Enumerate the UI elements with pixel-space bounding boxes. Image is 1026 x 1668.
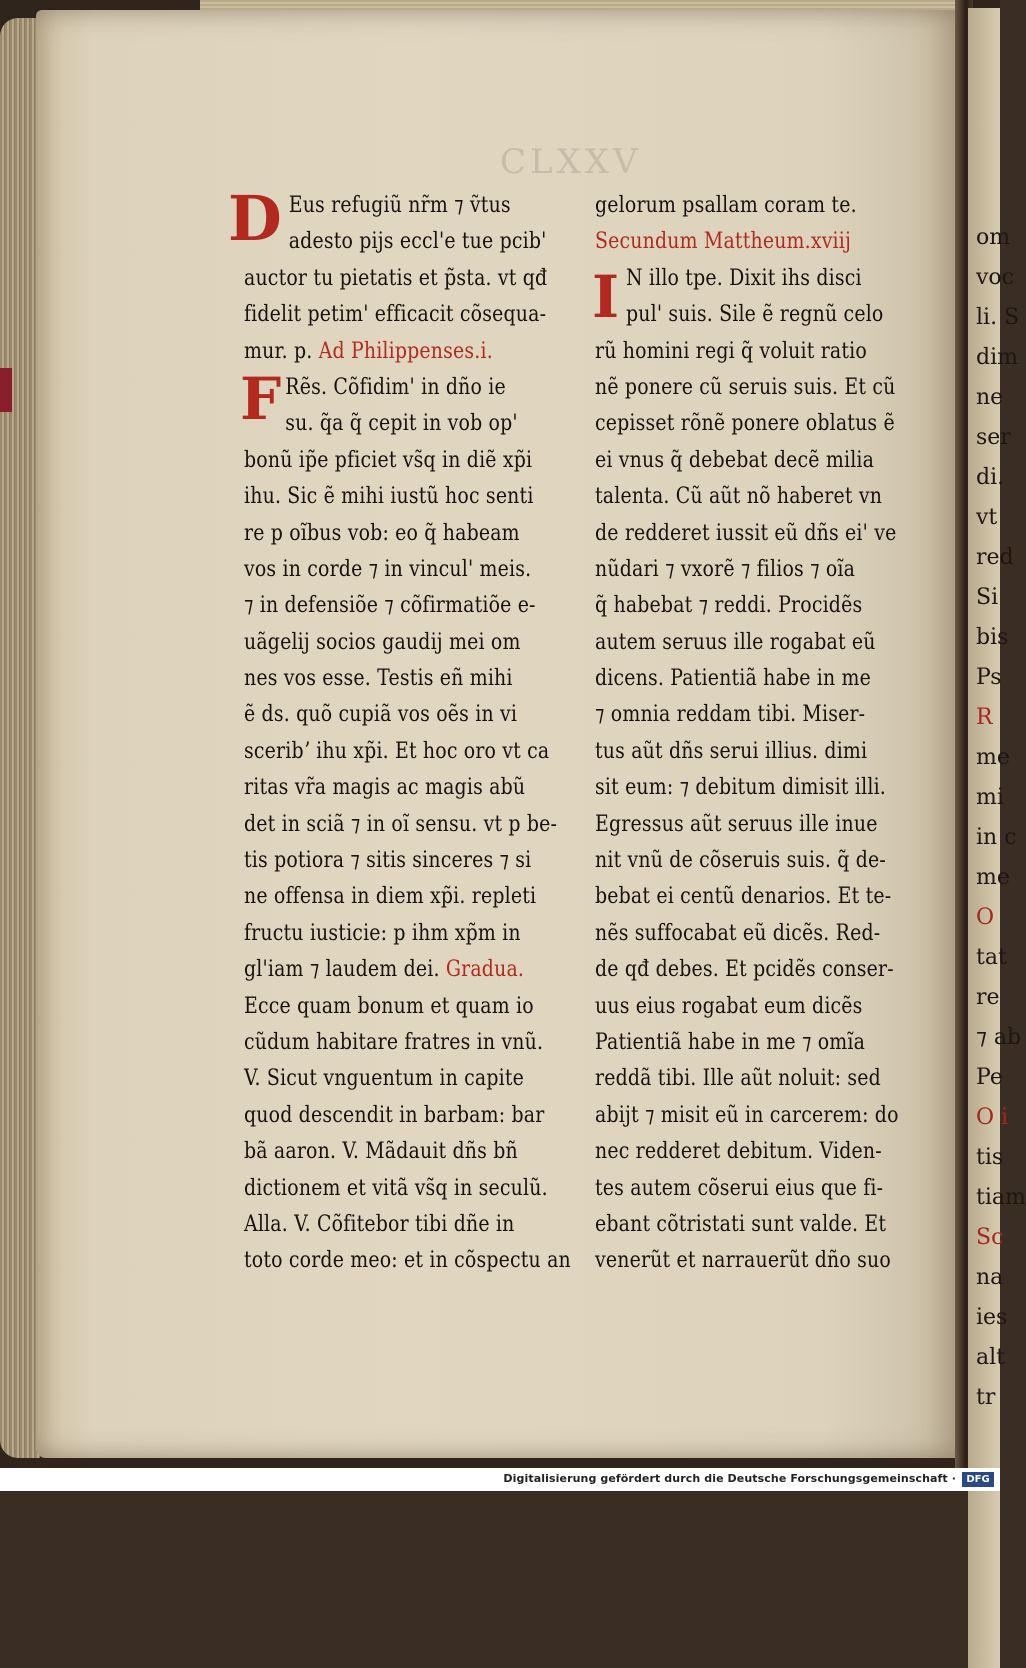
recto-page-fragment [968, 8, 1026, 1668]
recto-text-fragment: ser [976, 425, 1011, 450]
recto-text-fragment: Ps [976, 665, 1002, 690]
line-text: rũ homini regi q̃ voluit ratio [595, 338, 867, 364]
line-text: talenta. Cũ aũt nõ haberet vn [595, 484, 883, 510]
line-text: nẽ ponere cũ seruis suis. Et cũ [595, 374, 896, 400]
text-line [595, 1134, 882, 1170]
text-line [595, 734, 870, 770]
line-text: pul' suis. Sile ẽ regnũ celo [625, 302, 884, 328]
text-line [595, 952, 894, 988]
line-text: sceribʼ ihu xp̃i. Et hoc oro vt ca [244, 738, 550, 764]
line-text: N illo tpe. Dixit ihs disci [625, 265, 862, 291]
line-text: dicens. Patientiã habe in me [595, 666, 872, 692]
recto-text-fragment: dim [976, 345, 1018, 370]
line-text: de qđ debes. Et pcidẽs conser- [595, 957, 894, 983]
recto-text-fragment: in c [976, 825, 1017, 850]
recto-text-fragment: Sc [976, 1225, 1004, 1250]
text-line [244, 1207, 517, 1243]
line-text: nit vnũ de cõseruis suis. q̃ de- [595, 848, 886, 874]
left-text-column [244, 188, 571, 1280]
text-line [595, 661, 870, 697]
recto-text-fragment: alt [976, 1345, 1005, 1370]
line-text: toto corde meo: et in cõspectu an [244, 1248, 571, 1274]
line-text: bebat ei centũ denarios. Et te- [595, 884, 892, 910]
recto-text-fragment: tat [976, 945, 1007, 970]
text-line [595, 1061, 881, 1097]
line-text: quod descendit in barbam: bar [244, 1102, 545, 1128]
text-line [244, 479, 534, 515]
initial-i: I [592, 263, 620, 331]
line-text: det in sciã ⁊ in oĩ sensu. vt p be- [244, 811, 558, 837]
line-text: ritas vr̃a magis ac magis abũ [244, 775, 526, 801]
text-line [244, 1025, 544, 1061]
text-line [244, 843, 532, 879]
text-line [595, 479, 883, 515]
line-text: ẽ ds. quõ cupiã vos oẽs in vi [244, 702, 518, 728]
line-text: dictionem et vitã vs̃q in seculũ. [244, 1175, 548, 1201]
line-text: re p oĩbus vob: eo q̃ habeam [244, 520, 520, 546]
text-line [595, 843, 886, 879]
initial-d: D [228, 182, 282, 255]
line-text: ⁊ in defensiõe ⁊ cõfirmatiõe e- [244, 593, 536, 619]
recto-text-fragment: ne [976, 385, 1004, 410]
text-line [244, 588, 536, 624]
text-line [595, 1243, 891, 1279]
text-line [244, 224, 547, 260]
line-text: adesto pijs eccl'e tue pcib' [288, 229, 547, 255]
line-text: tes autem cõserui eius que fi- [595, 1175, 884, 1201]
line-text: gl'iam ⁊ laudem dei. [244, 957, 440, 983]
line-text: nec redderet debitum. Viden- [595, 1139, 882, 1165]
footer-bar [0, 1468, 1000, 1491]
recto-text-fragment: voc [976, 265, 1014, 290]
text-line [595, 552, 870, 588]
dfg-logo: DFG [962, 1472, 994, 1487]
recto-text-fragment: R [976, 705, 993, 730]
red-page-marker [0, 368, 12, 412]
text-line [244, 297, 547, 333]
text-line [244, 879, 537, 915]
text-line [244, 734, 550, 770]
recto-text-fragment: om [976, 225, 1011, 250]
text-line [595, 1207, 887, 1243]
text-line [595, 625, 876, 661]
initial-f: F [240, 365, 282, 433]
line-text: nes vos esse. Testis eñ mihi [244, 666, 513, 692]
text-line [244, 1098, 545, 1134]
text-line [595, 370, 896, 406]
recto-text-fragment: mi [976, 785, 1004, 810]
text-line [595, 879, 892, 915]
text-line [244, 443, 533, 479]
line-text: cepisset rõnẽ ponere oblatus ẽ [595, 411, 895, 437]
recto-text-fragment: re [976, 985, 1000, 1010]
text-line [595, 1098, 899, 1134]
line-text: cũdum habitare fratres in vnũ. [244, 1029, 544, 1055]
recto-text-fragment: li. S [976, 305, 1020, 330]
recto-text-fragment: me [976, 745, 1010, 770]
recto-text-fragment: red [976, 545, 1014, 570]
text-line [244, 1243, 571, 1279]
text-line [244, 989, 534, 1025]
text-line [244, 406, 517, 442]
text-line [244, 625, 521, 661]
recto-text-fragment: tis [976, 1145, 1004, 1170]
text-line [595, 697, 870, 733]
text-line [244, 661, 517, 697]
line-text: sit eum: ⁊ debitum dimisit illi. [595, 775, 886, 801]
text-line [244, 188, 517, 224]
text-line [595, 1171, 884, 1207]
text-line [244, 770, 526, 806]
text-line [595, 188, 870, 224]
line-text: nẽs suffocabat eũ dicẽs. Red- [595, 920, 881, 946]
text-line [244, 807, 558, 843]
line-text: su. q̃a q̃ cepit in vob op' [285, 411, 518, 437]
text-line [244, 1171, 548, 1207]
line-text: venerũt et narrauerũt dño suo [595, 1248, 891, 1274]
text-line [595, 770, 886, 806]
funding-credit: Digitalisierung gefördert durch die Deutsche Forschungsgemeinschaft · [503, 1472, 956, 1485]
line-text: Secundum Mattheum.xviij [595, 229, 852, 255]
recto-text-fragment: tiam [976, 1185, 1026, 1210]
line-text: fidelit petim' efficacit cõsequa- [244, 302, 547, 328]
rubric-heading: Gradua. [439, 957, 525, 983]
page-stack-edge [0, 18, 40, 1458]
line-text: fructu iusticie: p ihm xp̃m in [244, 920, 521, 946]
text-line [595, 807, 878, 843]
text-line [595, 989, 870, 1025]
line-text: Patientiã habe in me ⁊ omĩa [595, 1029, 866, 1055]
text-line [244, 552, 532, 588]
line-text: nũdari ⁊ vxorẽ ⁊ filios ⁊ oĩa [595, 556, 856, 582]
text-line [595, 443, 875, 479]
line-text: ⁊ omnia reddam tibi. Miser- [595, 702, 866, 728]
recto-text-fragment: Pe [976, 1065, 1003, 1090]
line-text: autem seruus ille rogabat eũ [595, 629, 876, 655]
line-text: auctor tu pietatis et p̃sta. vt qđ [244, 265, 548, 291]
line-text: bã aaron. V. Mãdauit dñs bñ [244, 1139, 518, 1165]
recto-text-fragment: vt [976, 505, 998, 530]
line-text: vos in corde ⁊ in vincul' meis. [244, 556, 532, 582]
recto-text-fragment: ⁊ ab [976, 1025, 1022, 1050]
line-text: Rẽs. Cõfidim' in dño ie [285, 374, 506, 400]
line-text: ihu. Sic ẽ mihi iustũ hoc senti [244, 484, 534, 510]
text-line [595, 297, 884, 333]
line-text: tis potiora ⁊ sitis sinceres ⁊ si [244, 848, 532, 874]
line-text: Alla. V. Cõfitebor tibi dñe in [244, 1211, 515, 1237]
text-line [244, 516, 520, 552]
line-text: mur. p. [244, 338, 313, 364]
text-line [244, 1061, 524, 1097]
recto-text-fragment: na [976, 1265, 1004, 1290]
text-line [595, 261, 870, 297]
text-line [244, 697, 517, 733]
recto-text-fragment: O [976, 905, 995, 930]
text-line [595, 516, 897, 552]
text-line [595, 916, 881, 952]
rubric-heading: Ad Philippenses.i. [312, 338, 493, 364]
line-text: bonũ ip̃e pficiet vs̃q in diẽ xp̃i [244, 447, 533, 473]
recto-text-fragment: bis [976, 625, 1009, 650]
recto-text-fragment: tr [976, 1385, 996, 1410]
text-line [244, 1134, 517, 1170]
recto-text-fragment: Si [976, 585, 999, 610]
text-line [595, 334, 870, 370]
recto-text-fragment: O i [976, 1105, 1009, 1130]
line-text: abijt ⁊ misit eũ in carcerem: do [595, 1102, 899, 1128]
line-text: q̃ habebat ⁊ reddi. Procidẽs [595, 593, 863, 619]
line-text: ne offensa in diem xp̃i. repleti [244, 884, 537, 910]
line-text: de redderet iussit eũ dñs ei' ve [595, 520, 897, 546]
line-text: tus aũt dñs serui illius. dimi [595, 738, 868, 764]
line-text: reddã tibi. Ille aũt noluit: sed [595, 1066, 881, 1092]
line-text: V. Sicut vnguentum in capite [244, 1066, 524, 1092]
text-line [244, 916, 521, 952]
line-text: ei vnus q̃ debebat decẽ milia [595, 447, 875, 473]
line-text: Ecce quam bonum et quam io [244, 993, 534, 1019]
line-text: Egressus aũt seruus ille inue [595, 811, 878, 837]
line-text: ebant cõtristati sunt valde. Et [595, 1211, 887, 1237]
text-line [595, 1025, 870, 1061]
text-line [244, 261, 548, 297]
line-text: uãgelij socios gaudij mei om [244, 629, 521, 655]
text-line [244, 952, 525, 988]
text-line [595, 406, 895, 442]
text-line [244, 370, 517, 406]
line-text: Eus refugiũ nr̃m ⁊ ṽtus [288, 193, 511, 218]
recto-text-fragment: di. [976, 465, 1005, 490]
right-text-column [595, 188, 915, 1280]
text-line [244, 334, 517, 370]
line-text: uus eius rogabat eum dicẽs [595, 993, 863, 1019]
recto-text-fragment: me [976, 865, 1010, 890]
text-line [595, 588, 870, 624]
line-text: gelorum psallam coram te. [595, 193, 857, 218]
folio-number: CLXXV [500, 142, 642, 182]
recto-text-fragment: ies [976, 1305, 1008, 1330]
text-line [595, 224, 870, 260]
